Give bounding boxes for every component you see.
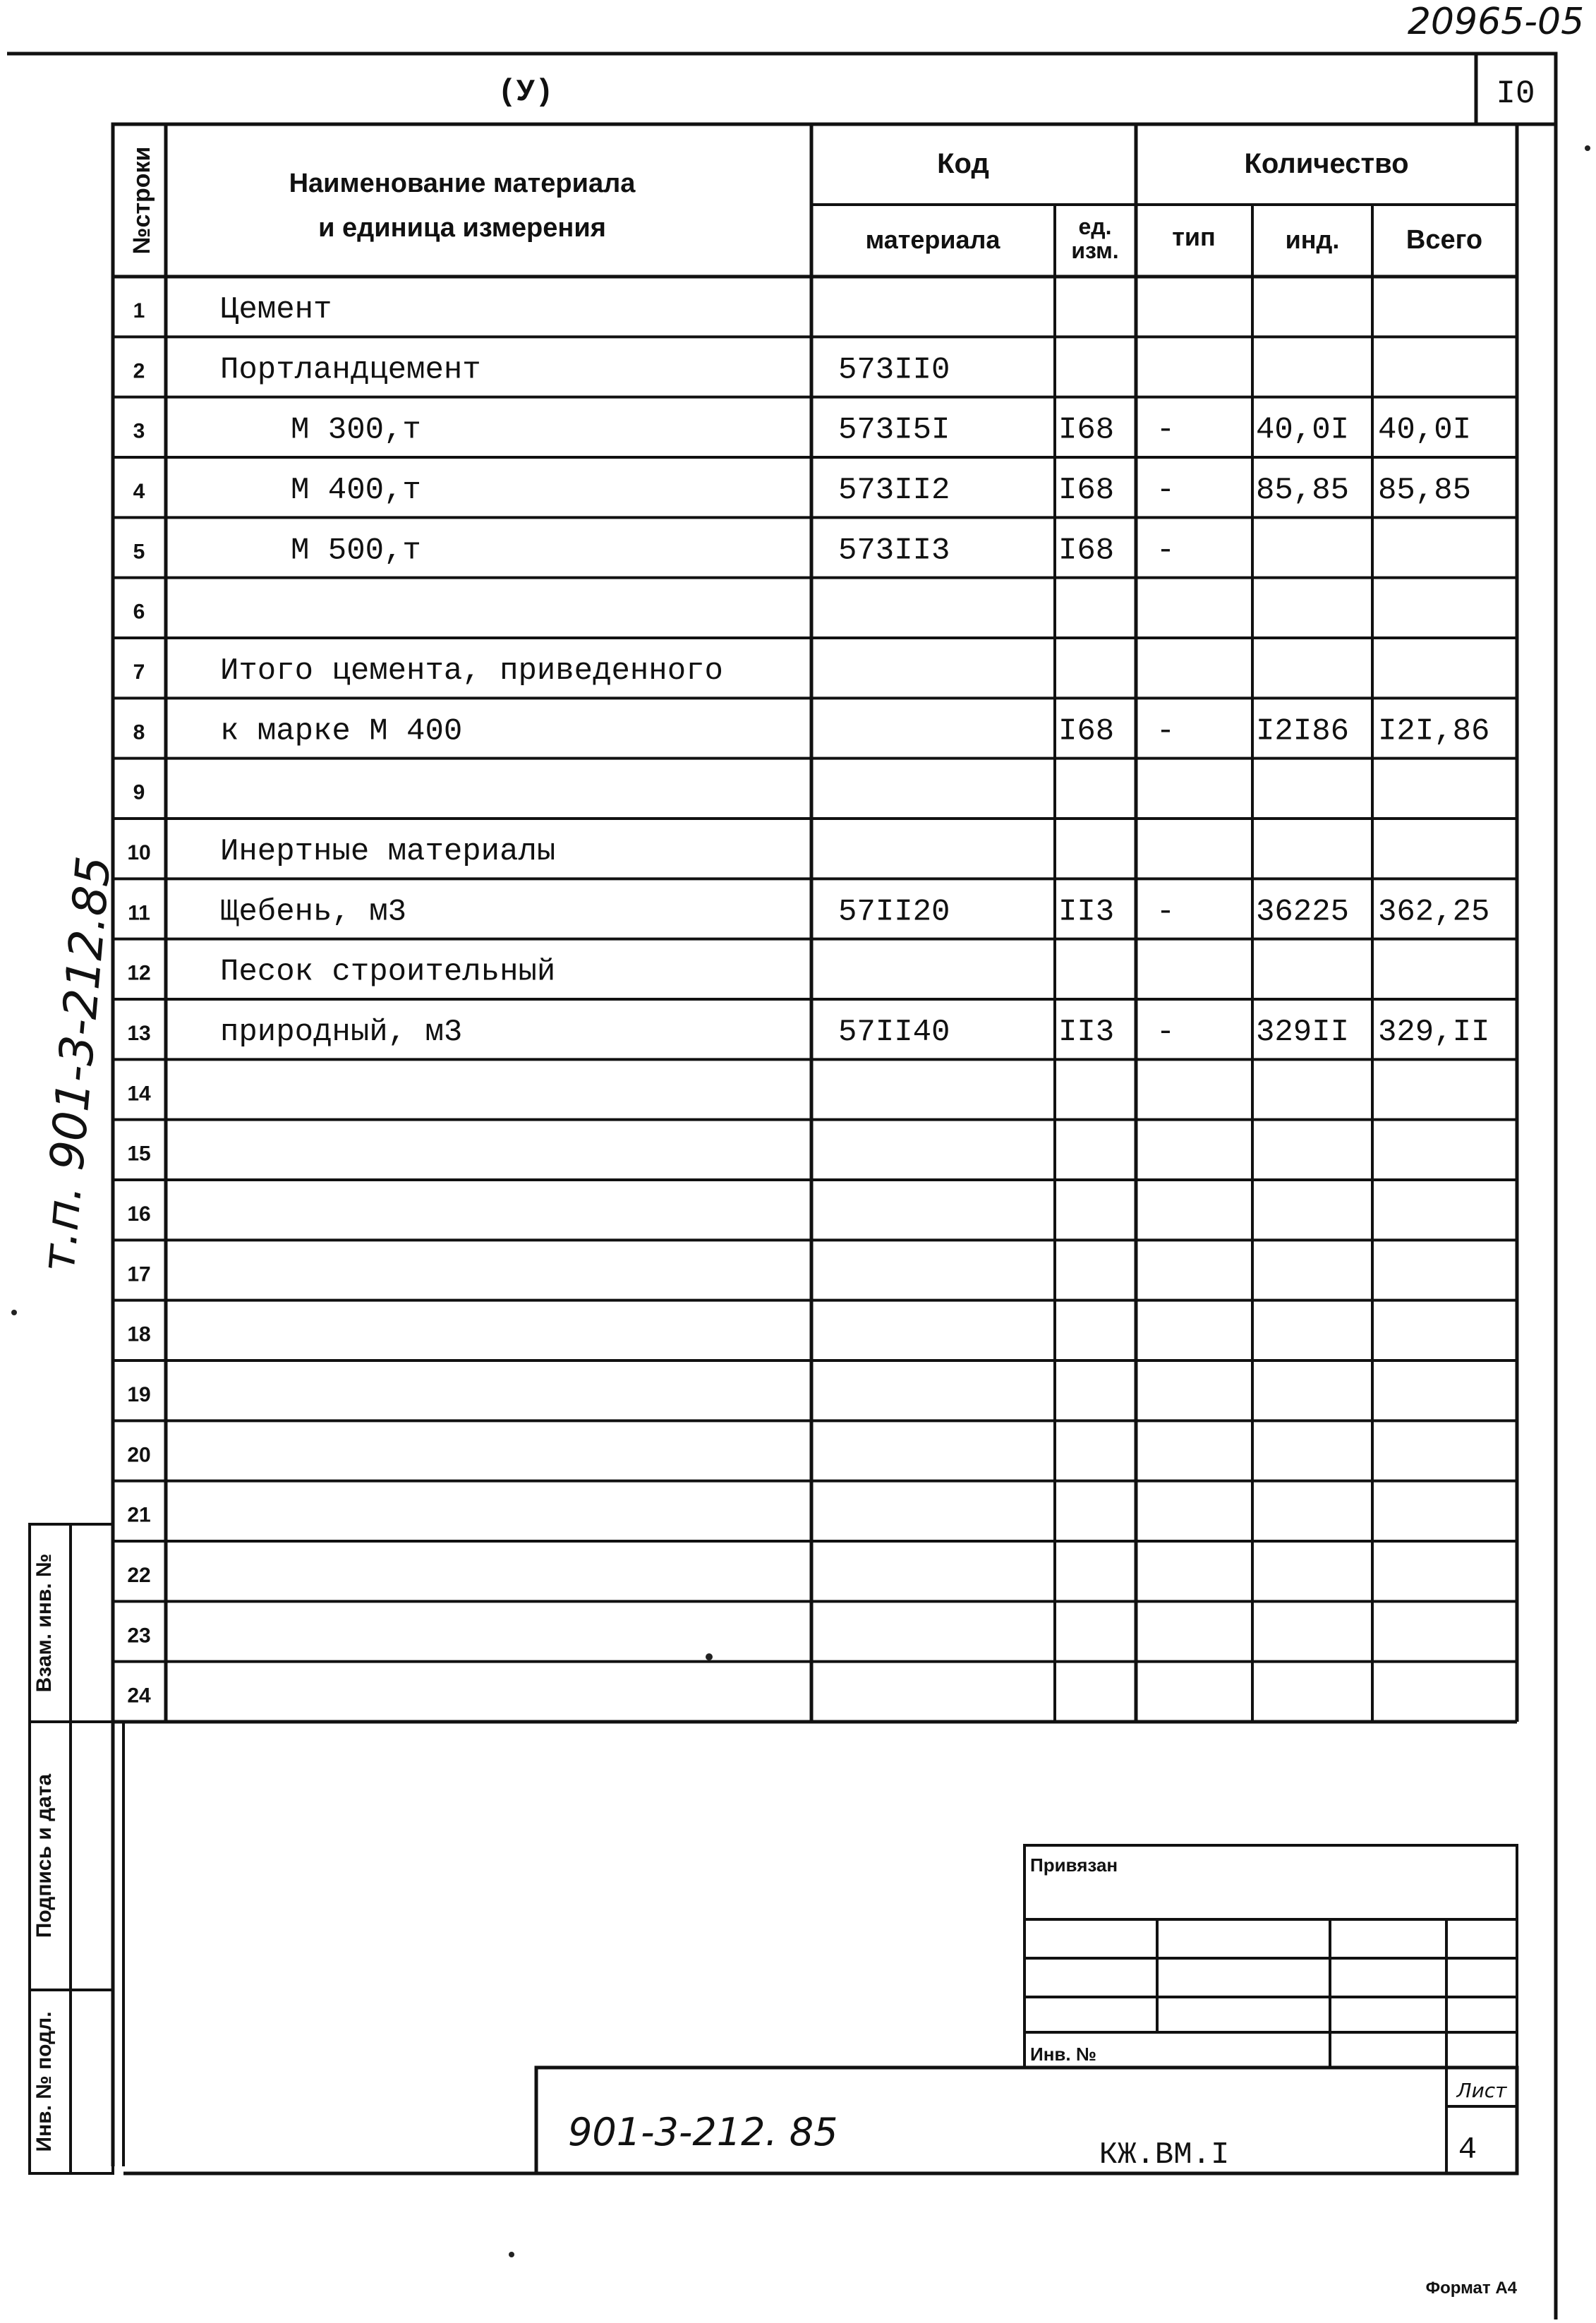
- cell-code: 573II0: [838, 352, 950, 388]
- cell-row-no: 1: [133, 299, 145, 323]
- cell-code: 57II40: [838, 1015, 950, 1051]
- cell-unit: II3: [1058, 1015, 1115, 1051]
- cell-type: -: [1156, 894, 1175, 930]
- cell-total: 40,0I: [1378, 412, 1472, 448]
- page-number: I0: [1496, 76, 1535, 112]
- cell-ind: I2I86: [1256, 713, 1350, 749]
- side-project-stamp: т.п. 901-3-212.85: [30, 854, 121, 1274]
- cell-name: М 500,т: [291, 533, 421, 569]
- cell-row-no: 12: [127, 961, 151, 985]
- cell-row-no: 7: [133, 660, 145, 684]
- cell-row-no: 18: [127, 1322, 151, 1346]
- cell-total: 329,II: [1378, 1015, 1490, 1051]
- cell-row-no: 6: [133, 600, 145, 624]
- cell-name: Портландцемент: [220, 352, 481, 388]
- cell-type: -: [1156, 473, 1175, 509]
- table-mark: (У): [497, 75, 554, 110]
- header-ind: инд.: [1285, 225, 1340, 254]
- cell-type: -: [1156, 1015, 1175, 1051]
- sheet-number: 4: [1458, 2132, 1477, 2168]
- header-material: материала: [865, 225, 1000, 254]
- cell-row-no: 15: [127, 1142, 151, 1166]
- header-row-no: №строки: [128, 146, 155, 255]
- cell-row-no: 19: [127, 1383, 151, 1407]
- cell-unit: I68: [1058, 412, 1115, 448]
- header-code: Код: [937, 148, 989, 179]
- cell-type: -: [1156, 713, 1175, 749]
- cell-row-no: 2: [133, 359, 145, 383]
- cell-ind: 36225: [1256, 894, 1350, 930]
- cell-row-no: 24: [127, 1684, 151, 1708]
- cell-row-no: 5: [133, 540, 145, 564]
- cell-name: Цемент: [220, 292, 332, 328]
- cell-total: I2I,86: [1378, 713, 1490, 749]
- header-name-line2: и единица измерения: [318, 213, 606, 243]
- project-number: 901-3-212. 85: [568, 2110, 838, 2154]
- cell-row-no: 20: [127, 1443, 151, 1467]
- doc-code: КЖ.ВМ.I: [1099, 2137, 1230, 2173]
- cell-unit: I68: [1058, 533, 1115, 569]
- cell-row-no: 21: [127, 1503, 151, 1527]
- cell-row-no: 9: [133, 780, 145, 804]
- cell-code: 573II2: [838, 473, 950, 509]
- cell-row-no: 17: [127, 1262, 151, 1286]
- label-inv-no: Инв. №: [1030, 2044, 1096, 2065]
- cell-row-no: 14: [127, 1082, 151, 1106]
- label-podpis-data: Подпись и дата: [32, 1773, 56, 1938]
- header-type: тип: [1172, 222, 1216, 251]
- cell-unit: I68: [1058, 473, 1115, 509]
- header-total: Всего: [1405, 225, 1483, 255]
- cell-name: Итого цемента, приведенного: [220, 653, 723, 689]
- cell-name: М 300,т: [291, 412, 421, 448]
- label-vzam-inv: Взам. инв. №: [32, 1553, 56, 1693]
- cell-name: к марке М 400: [220, 713, 463, 749]
- cell-unit: II3: [1058, 894, 1115, 930]
- cell-row-no: 10: [127, 841, 151, 865]
- cell-row-no: 3: [133, 419, 145, 443]
- doc-number-handwritten: 20965-05: [1407, 1, 1585, 43]
- cell-row-no: 22: [127, 1564, 151, 1588]
- cell-row-no: 4: [133, 480, 145, 504]
- cell-type: -: [1156, 412, 1175, 448]
- header-name-line1: Наименование материала: [289, 169, 636, 198]
- cell-ind: 85,85: [1256, 473, 1350, 509]
- label-inv-podl: Инв. № подл.: [32, 2011, 56, 2152]
- cell-row-no: 23: [127, 1624, 151, 1648]
- cell-code: 573II3: [838, 533, 950, 569]
- header-unit-line1: ед.: [1078, 214, 1112, 239]
- format-label: Формат А4: [1425, 2279, 1517, 2298]
- cell-ind: 40,0I: [1256, 412, 1350, 448]
- label-privyazan: Привязан: [1030, 1854, 1118, 1876]
- cell-name: Щебень, м3: [220, 894, 407, 930]
- cell-row-no: 13: [127, 1022, 151, 1046]
- cell-ind: 329II: [1256, 1015, 1350, 1051]
- cell-row-no: 11: [128, 901, 150, 925]
- cell-row-no: 8: [133, 720, 145, 744]
- label-sheet: Лист: [1456, 2079, 1507, 2102]
- cell-type: -: [1156, 533, 1175, 569]
- cell-row-no: 16: [127, 1202, 151, 1226]
- cell-name: Инертные материалы: [220, 834, 556, 870]
- header-unit-line2: изм.: [1071, 238, 1119, 263]
- cell-name: Песок строительный: [220, 954, 556, 990]
- cell-total: 362,25: [1378, 894, 1490, 930]
- cell-name: природный, м3: [220, 1015, 463, 1051]
- cell-code: 57II20: [838, 894, 950, 930]
- header-qty: Количество: [1244, 148, 1409, 179]
- cell-name: М 400,т: [291, 473, 421, 509]
- cell-total: 85,85: [1378, 473, 1472, 509]
- cell-unit: I68: [1058, 713, 1115, 749]
- cell-code: 573I5I: [838, 412, 950, 448]
